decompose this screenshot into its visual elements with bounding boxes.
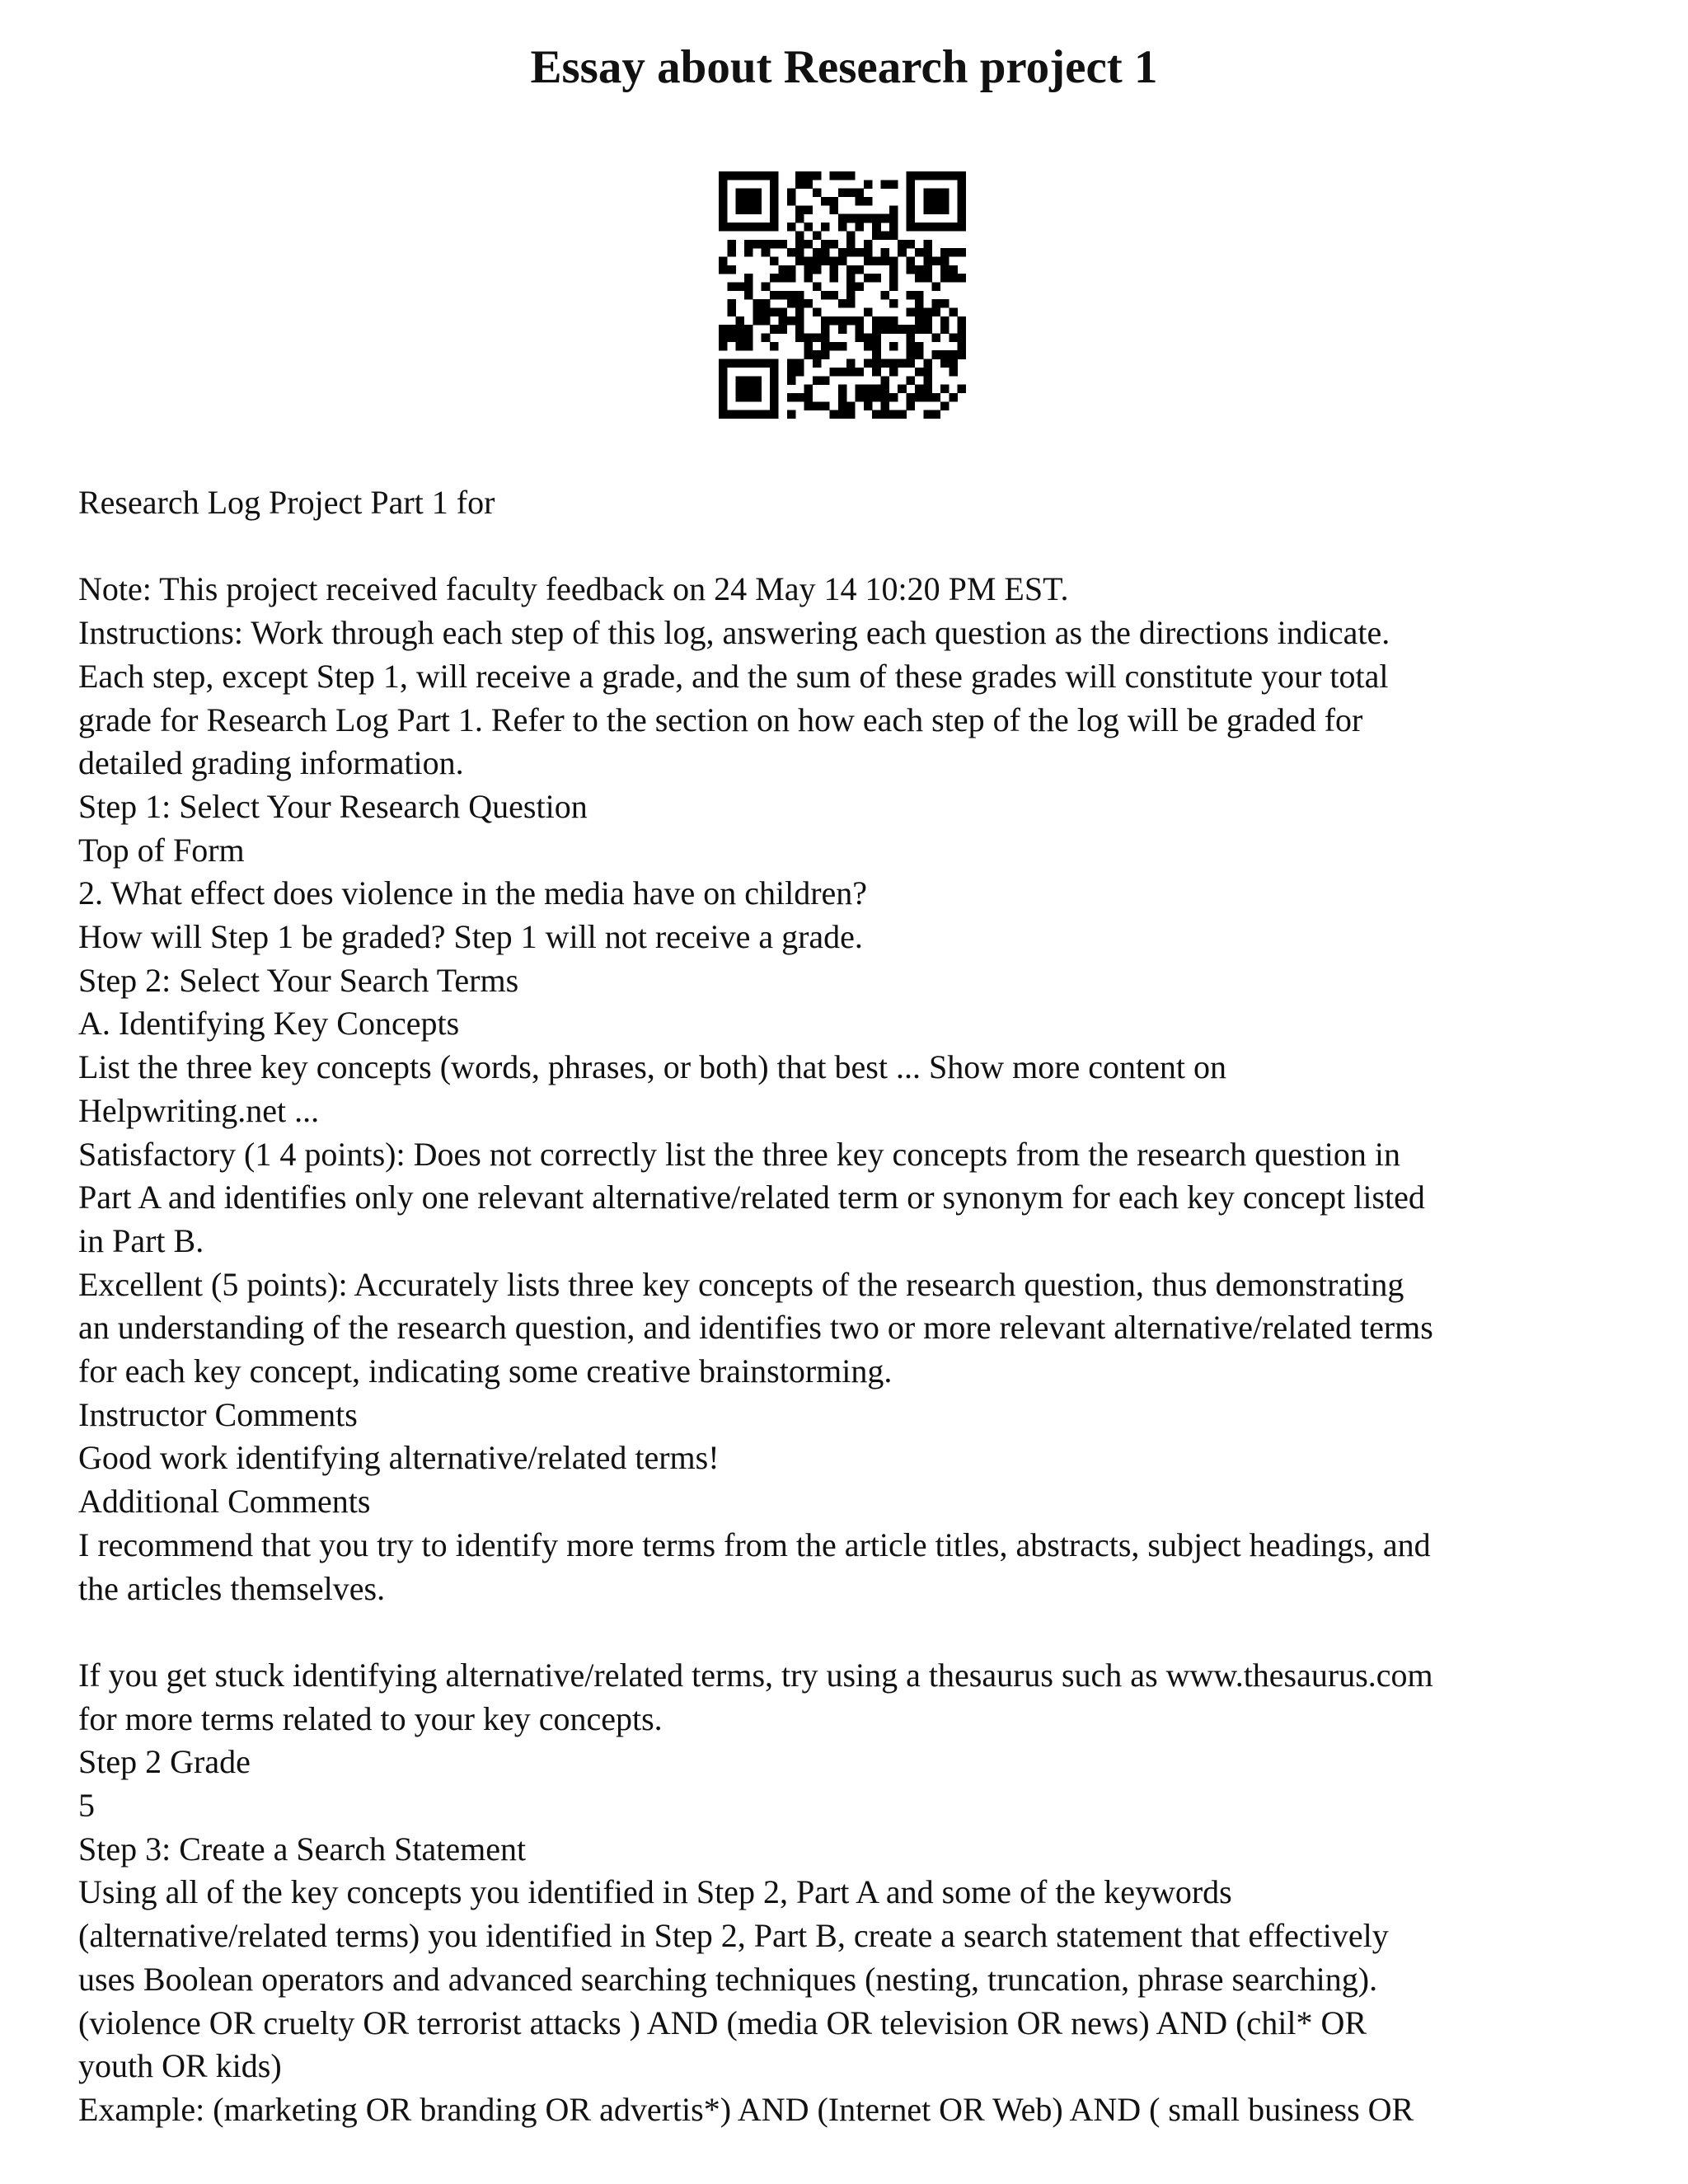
- text-line: Helpwriting.net ...: [78, 1091, 320, 1129]
- text-line: A. Identifying Key Concepts: [78, 1005, 460, 1043]
- text-line: Using all of the key concepts you identified in Step 2, Part A and some of the keywords: [78, 1873, 1232, 1911]
- page-title: Essay about Research project 1: [530, 41, 1158, 93]
- text-line: in Part B.: [78, 1221, 204, 1259]
- text-line: detailed grading information.: [78, 744, 464, 782]
- text-line: grade for Research Log Part 1. Refer to the section on how each step of the log will be graded for: [78, 701, 1363, 738]
- text-line: [78, 1610, 1628, 1654]
- text-line: Step 2: Select Your Search Terms: [78, 961, 519, 999]
- text-line: youth OR kids): [78, 2047, 282, 2085]
- text-line: Instructor Comments: [78, 1395, 358, 1433]
- qr-code: [719, 171, 966, 419]
- document-body: [78, 481, 1628, 2132]
- text-line: [78, 525, 1628, 569]
- text-line: Step 3: Create a Search Statement: [78, 1830, 527, 1868]
- text-line: Research Log Project Part 1 for: [78, 484, 495, 521]
- text-line: Each step, except Step 1, will receive a grade, and the sum of these grades will constitute your total: [78, 657, 1389, 695]
- text-line: (alternative/related terms) you identified in Step 2, Part B, create a search statement that effectively: [78, 1917, 1389, 1955]
- text-line: Part A and identifies only one relevant alternative/related term or synonym for each key concept listed: [78, 1179, 1425, 1216]
- text-line: uses Boolean operators and advanced searching techniques (nesting, truncation, phrase searching).: [78, 1960, 1378, 1998]
- text-line: List the three key concepts (words, phrases, or both) that best ... Show more content on: [78, 1048, 1227, 1086]
- text-line: I recommend that you try to identify more terms from the article titles, abstracts, subject headings, and: [78, 1526, 1431, 1563]
- text-line: Additional Comments: [78, 1483, 371, 1521]
- text-line: Note: This project received faculty feedback on 24 May 14 10:20 PM EST.: [78, 570, 1069, 608]
- text-line: Step 1: Select Your Research Question: [78, 787, 588, 825]
- qr-code-image: [719, 171, 966, 419]
- text-line: How will Step 1 be graded? Step 1 will not receive a grade.: [78, 918, 863, 956]
- text-line: Satisfactory (1 4 points): Does not correctly list the three key concepts from the research question in: [78, 1135, 1400, 1173]
- text-line: Excellent (5 points): Accurately lists three key concepts of the research question, thus demonstrating: [78, 1265, 1404, 1303]
- text-line: Instructions: Work through each step of this log, answering each question as the directions indicate.: [78, 614, 1390, 652]
- text-line: for more terms related to your key concepts.: [78, 1699, 663, 1737]
- text-line: 5: [78, 1787, 95, 1825]
- text-line: the articles themselves.: [78, 1569, 386, 1607]
- text-line: Top of Form: [78, 831, 245, 869]
- text-line: 2. What effect does violence in the media have on children?: [78, 874, 868, 912]
- text-line: Step 2 Grade: [78, 1743, 251, 1781]
- text-line: If you get stuck identifying alternative/related terms, try using a thesaurus such as www.thesaurus.com: [78, 1656, 1433, 1694]
- text-line: Good work identifying alternative/related terms!: [78, 1439, 720, 1477]
- text-line: (violence OR cruelty OR terrorist attacks ) AND (media OR television OR news) AND (chil* OR: [78, 2004, 1367, 2041]
- text-line: Example: (marketing OR branding OR advertis*) AND (Internet OR Web) AND ( small business OR: [78, 2090, 1414, 2128]
- text-line: for each key concept, indicating some creative brainstorming.: [78, 1352, 893, 1390]
- text-line: an understanding of the research question, and identifies two or more relevant alternative/related terms: [78, 1309, 1433, 1347]
